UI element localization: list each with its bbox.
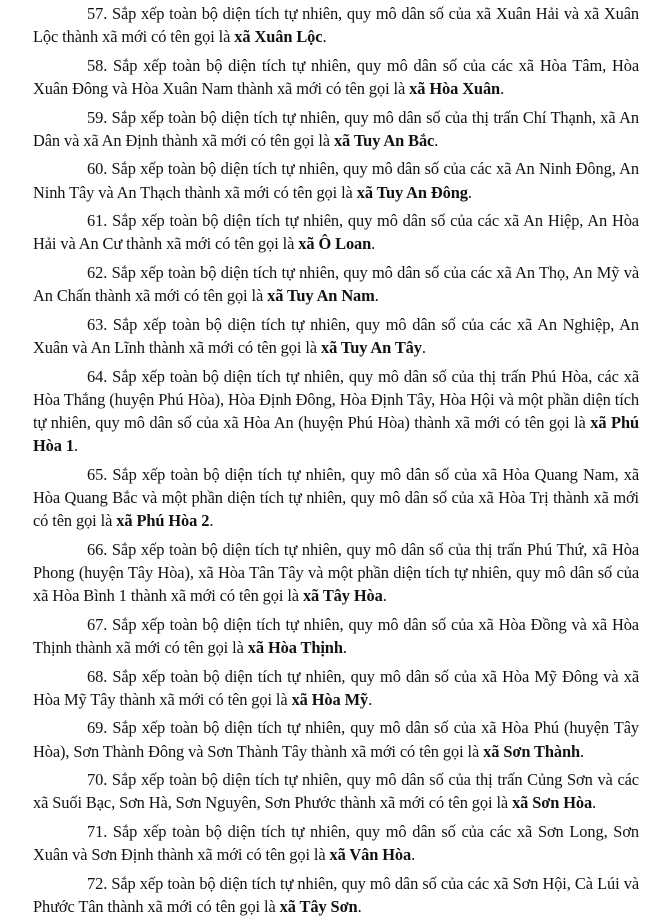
paragraph-text: 66. Sắp xếp toàn bộ diện tích tự nhiên, quy mô dân số của thị trấn Phú Thứ, xã Hòa Phong (huyện Tây Hòa), xã Hòa Tân Tây và một phần diện tích tự nhiên, quy mô dân số của xã Hòa Bình 1 thành xã mới có tên gọi là bbox=[33, 539, 639, 606]
commune-name: xã Tuy An Bắc bbox=[333, 130, 435, 150]
commune-name: xã Tây Sơn bbox=[279, 896, 358, 916]
paragraph-61 bbox=[33, 209, 639, 255]
paragraph-end: . bbox=[374, 286, 379, 306]
commune-name: xã Xuân Lộc bbox=[234, 27, 323, 47]
paragraph-text: 71. Sắp xếp toàn bộ diện tích tự nhiên, quy mô dân số của các xã Sơn Long, Sơn Xuân và Sơn Định thành xã mới có tên gọi là bbox=[33, 821, 639, 865]
paragraph-end: . bbox=[580, 741, 585, 761]
paragraph-text: 68. Sắp xếp toàn bộ diện tích tự nhiên, quy mô dân số của xã Hòa Mỹ Đông và xã Hòa Mỹ Tây thành xã mới có tên gọi là bbox=[33, 666, 639, 709]
commune-name: xã Ô Loan bbox=[298, 234, 372, 254]
paragraph-text: 64. Sắp xếp toàn bộ diện tích tự nhiên, quy mô dân số của thị trấn Phú Hòa, các xã Hòa Thắng (huyện Phú Hòa), Hòa Định Đông, Hòa Định Tây, Hòa Hội và một phần diện tích tự nhiên, quy mô dân số của xã Hòa An (huyện Phú Hòa) thành xã mới có tên gọi là bbox=[33, 366, 639, 432]
paragraph-67 bbox=[33, 613, 639, 659]
paragraph-end: . bbox=[592, 793, 597, 813]
commune-name: xã Hòa Xuân bbox=[409, 79, 501, 98]
paragraph-64 bbox=[33, 365, 639, 458]
paragraph-end: . bbox=[434, 130, 439, 150]
paragraph-65 bbox=[33, 463, 639, 533]
paragraph-end: . bbox=[421, 337, 426, 357]
paragraph-58 bbox=[33, 54, 639, 100]
commune-name: xã Hòa Mỹ bbox=[291, 689, 369, 709]
commune-name: xã Tuy An Tây bbox=[320, 337, 422, 357]
paragraph-end: . bbox=[209, 511, 214, 531]
paragraph-end: . bbox=[500, 79, 505, 98]
paragraph-text: 65. Sắp xếp toàn bộ diện tích tự nhiên, quy mô dân số của xã Hòa Quang Nam, xã Hòa Quang Bắc và một phần diện tích tự nhiên, quy mô dân số của xã Hòa Trị thành xã mới có tên gọi là bbox=[33, 464, 639, 531]
paragraph-end: . bbox=[467, 182, 472, 202]
paragraph-text: 67. Sắp xếp toàn bộ diện tích tự nhiên, quy mô dân số của xã Hòa Đồng và xã Hòa Thịnh thành xã mới có tên gọi là bbox=[33, 614, 639, 657]
commune-name: xã Sơn Thành bbox=[483, 741, 581, 761]
commune-name: xã Vân Hòa bbox=[329, 845, 412, 865]
paragraph-59 bbox=[33, 106, 639, 152]
paragraph-end: . bbox=[342, 637, 347, 657]
commune-name: xã Tây Hòa bbox=[302, 586, 383, 606]
commune-name: xã Tuy An Đông bbox=[356, 182, 468, 202]
paragraph-text: 60. Sắp xếp toàn bộ diện tích tự nhiên, quy mô dân số của các xã An Ninh Đông, An Ninh Tây và An Thạch thành xã mới có tên gọi là bbox=[33, 159, 639, 202]
paragraph-end: . bbox=[357, 896, 362, 916]
commune-name: xã Sơn Hòa bbox=[512, 793, 593, 813]
paragraph-end: . bbox=[411, 845, 416, 865]
paragraph-end: . bbox=[382, 586, 387, 606]
paragraph-68 bbox=[33, 665, 639, 711]
paragraph-72 bbox=[33, 872, 639, 918]
paragraph-70 bbox=[33, 768, 639, 814]
paragraph-63 bbox=[33, 313, 639, 359]
paragraph-text: 57. Sắp xếp toàn bộ diện tích tự nhiên, quy mô dân số của xã Xuân Hải và xã Xuân Lộc thành xã mới có tên gọi là bbox=[33, 4, 639, 47]
commune-name: xã Tuy An Nam bbox=[267, 286, 375, 306]
paragraph-text: 69. Sắp xếp toàn bộ diện tích tự nhiên, quy mô dân số của xã Hòa Phú (huyện Tây Hòa), Sơn Thành Đông và Sơn Thành Tây thành xã mới có tên gọi là bbox=[33, 718, 639, 761]
paragraph-text: 62. Sắp xếp toàn bộ diện tích tự nhiên, quy mô dân số của các xã An Thọ, An Mỹ và An Chấn thành xã mới có tên gọi là bbox=[33, 262, 639, 306]
paragraph-60 bbox=[33, 157, 639, 203]
commune-name: xã Phú Hòa 1 bbox=[33, 412, 639, 456]
paragraph-62 bbox=[33, 261, 639, 307]
paragraph-end: . bbox=[368, 689, 373, 709]
paragraph-text: 72. Sắp xếp toàn bộ diện tích tự nhiên, quy mô dân số của các xã Sơn Hội, Cà Lúi và Phước Tân thành xã mới có tên gọi là bbox=[33, 873, 639, 916]
paragraph-text: 70. Sắp xếp toàn bộ diện tích tự nhiên, quy mô dân số của thị trấn Củng Sơn và các xã Suối Bạc, Sơn Hà, Sơn Nguyên, Sơn Phước thành xã mới có tên gọi là bbox=[33, 770, 639, 813]
paragraph-text: 59. Sắp xếp toàn bộ diện tích tự nhiên, quy mô dân số của thị trấn Chí Thạnh, xã An Dân và xã An Định thành xã mới có tên gọi là bbox=[33, 107, 639, 150]
paragraph-text: 58. Sắp xếp toàn bộ diện tích tự nhiên, quy mô dân số của các xã Hòa Tâm, Hòa Xuân Đông và Hòa Xuân Nam thành xã mới có tên gọi là bbox=[33, 55, 639, 98]
document-page bbox=[33, 2, 639, 924]
paragraph-71 bbox=[33, 820, 639, 866]
paragraph-66 bbox=[33, 538, 639, 608]
paragraph-text: 63. Sắp xếp toàn bộ diện tích tự nhiên, quy mô dân số của các xã An Nghiệp, An Xuân và An Lĩnh thành xã mới có tên gọi là bbox=[33, 314, 639, 357]
commune-name: xã Hòa Thịnh bbox=[247, 637, 343, 657]
commune-name: xã Phú Hòa 2 bbox=[116, 511, 210, 531]
paragraph-end: . bbox=[322, 27, 327, 47]
paragraph-69 bbox=[33, 716, 639, 762]
paragraph-text: 61. Sắp xếp toàn bộ diện tích tự nhiên, quy mô dân số của các xã An Hiệp, An Hòa Hải và An Cư thành xã mới có tên gọi là bbox=[33, 211, 639, 254]
paragraph-57 bbox=[33, 2, 639, 48]
paragraph-end: . bbox=[73, 436, 78, 456]
paragraph-end: . bbox=[371, 234, 376, 254]
